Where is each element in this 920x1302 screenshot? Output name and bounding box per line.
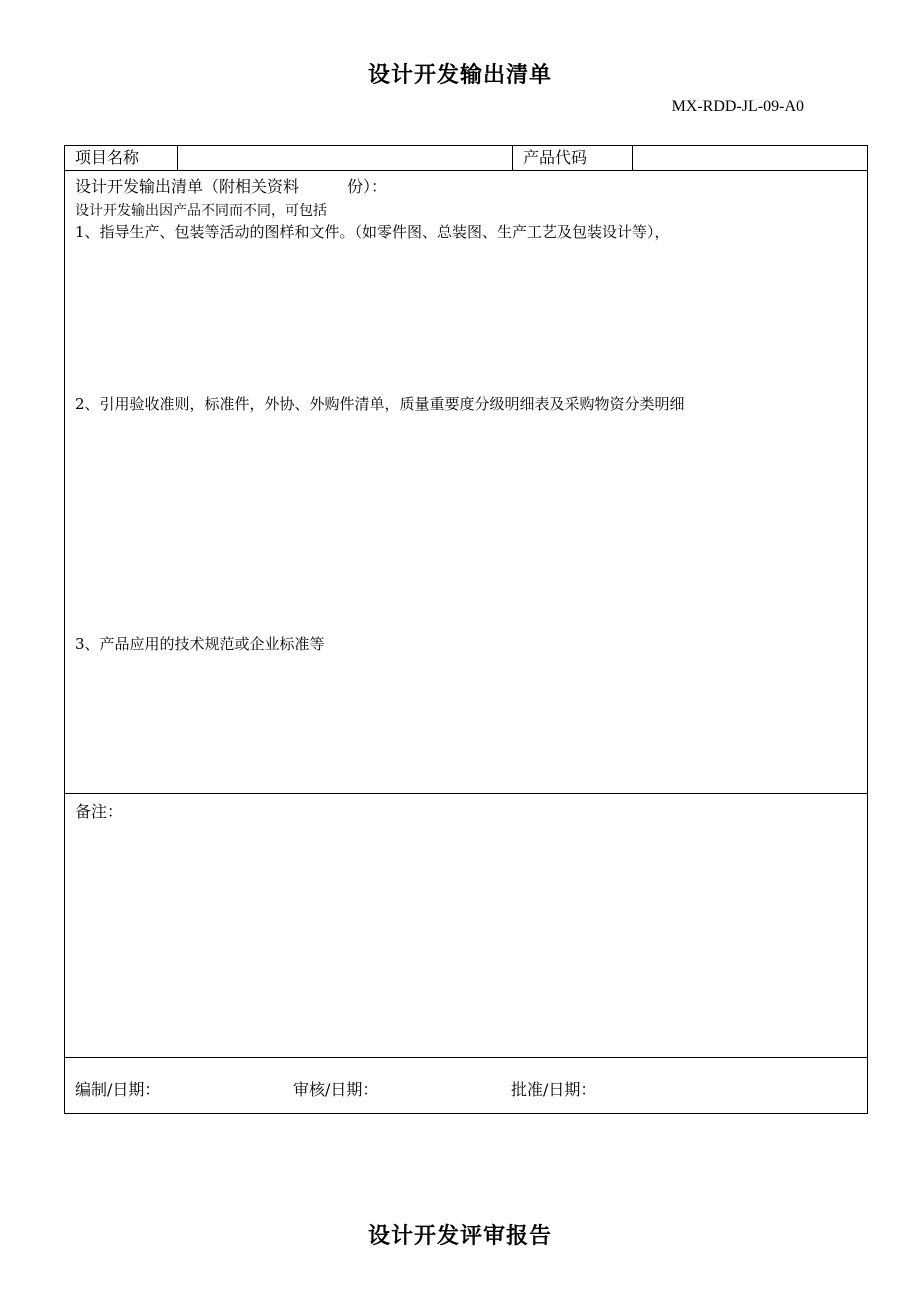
next-document-title: 设计开发评审报告 xyxy=(367,1223,552,1249)
reviewed-date-label: 审核/日期： xyxy=(293,1080,379,1099)
approved-date-label: 批准/日期： xyxy=(511,1080,597,1099)
product-code-label: 产品代码 xyxy=(513,146,633,170)
output-list-form xyxy=(64,145,868,1114)
project-name-field[interactable] xyxy=(178,146,513,170)
signature-row xyxy=(65,1058,867,1113)
form-header-row xyxy=(65,146,867,171)
output-item-3: 3、产品应用的技术规范或企业标准等 xyxy=(75,635,325,653)
output-list-section xyxy=(65,171,867,794)
output-list-intro: 设计开发输出因产品不同而不同，可包括 xyxy=(75,203,327,219)
output-list-heading: 设计开发输出清单（附相关资料 份）： xyxy=(75,177,388,196)
document-title: 设计开发输出清单 xyxy=(367,62,552,88)
remarks-label: 备注： xyxy=(75,802,124,821)
output-item-2: 2、引用验收准则，标准件，外协、外购件清单，质量重要度分级明细表及采购物资分类明细 xyxy=(75,395,685,413)
document-code: MX-RDD-JL-09-A0 xyxy=(671,98,804,115)
output-item-1: 1、指导生产、包装等活动的图样和文件。（如零件图、总装图、生产工艺及包装设计等）， xyxy=(75,223,670,241)
project-name-label: 项目名称 xyxy=(65,146,178,170)
remarks-section[interactable] xyxy=(65,794,867,1058)
product-code-field[interactable] xyxy=(633,146,867,170)
prepared-date-label: 编制/日期： xyxy=(75,1080,161,1099)
